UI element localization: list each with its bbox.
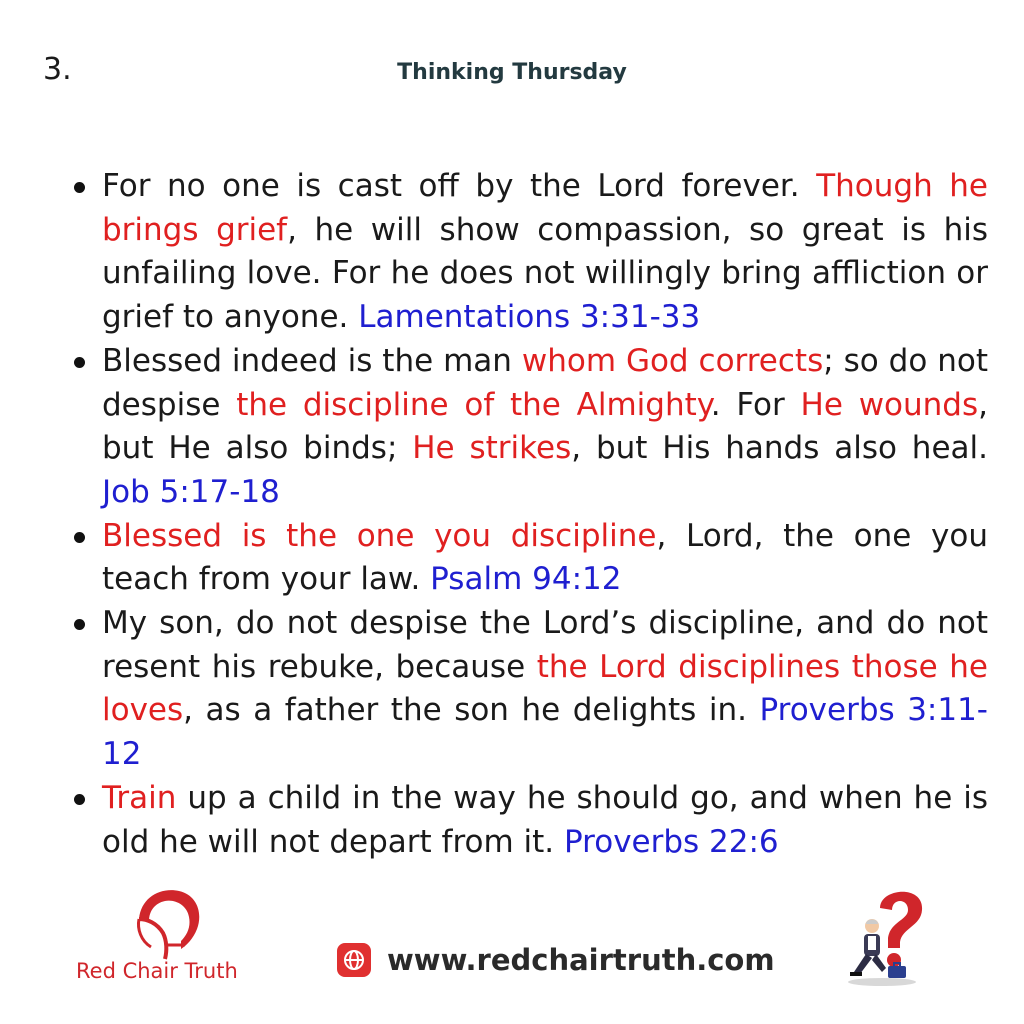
highlighted-phrase: He wounds bbox=[800, 386, 979, 423]
highlighted-phrase: whom God corrects bbox=[521, 342, 824, 379]
bullet-icon bbox=[74, 794, 85, 805]
page-number: 3. bbox=[43, 52, 72, 87]
website-text[interactable]: www.redchairtruth.com bbox=[387, 943, 775, 977]
bullet-icon bbox=[74, 619, 85, 630]
question-mark-thinker-icon bbox=[842, 880, 932, 990]
verse-text: . For bbox=[710, 386, 801, 423]
scripture-reference: Proverbs 22:6 bbox=[564, 823, 779, 860]
highlighted-phrase: Train bbox=[102, 779, 177, 816]
verse-item bbox=[66, 165, 988, 340]
verse-item bbox=[66, 515, 988, 602]
verse-text: , he will show compassion, so great is his unfailing love. For he does not willingly bring affliction or grief to anyone. bbox=[102, 211, 989, 336]
highlighted-phrase: the Lord disciplines those he loves bbox=[102, 648, 988, 729]
verse-text: , but His hands also heal. bbox=[571, 430, 988, 467]
logo-text: Red Chair Truth bbox=[76, 959, 238, 983]
footer bbox=[0, 880, 1024, 1024]
highlighted-phrase: the discipline of the Almighty bbox=[236, 386, 711, 423]
verse-text: , as a father the son he delights in. bbox=[183, 692, 760, 729]
thinker-illustration bbox=[842, 880, 932, 990]
scripture-reference: Job 5:17-18 bbox=[102, 473, 280, 510]
highlighted-phrase: Though he brings grief bbox=[102, 168, 988, 248]
bullet-icon bbox=[74, 357, 85, 368]
bullet-icon bbox=[74, 532, 85, 543]
brand-logo[interactable] bbox=[72, 885, 262, 985]
verse-text: up a child in the way he should go, and when he is old he will not depart from it. bbox=[102, 779, 988, 860]
verse-item bbox=[66, 340, 988, 515]
scripture-reference: Lamentations 3:31-33 bbox=[358, 299, 701, 336]
verse-text: , Lord, the one you teach from your law. bbox=[102, 517, 989, 598]
red-chair-logo-icon bbox=[127, 885, 207, 960]
website-link[interactable] bbox=[337, 940, 775, 980]
verse-text: My son, do not despise the Lord’s discipline, and do not resent his rebuke, because bbox=[102, 605, 988, 685]
highlighted-phrase: He strikes bbox=[412, 430, 572, 467]
globe-icon bbox=[337, 943, 371, 977]
bullet-icon bbox=[74, 182, 85, 193]
verse-item bbox=[66, 777, 988, 864]
verse-text: For no one is cast off by the Lord forever. bbox=[102, 168, 817, 204]
verse-text: ; so do not despise bbox=[102, 342, 988, 423]
scripture-reference: Proverbs 3:11-12 bbox=[102, 692, 988, 773]
verse-item bbox=[66, 602, 988, 777]
highlighted-phrase: Blessed is the one you discipline bbox=[102, 517, 657, 554]
verse-list bbox=[66, 165, 988, 864]
verse-text: Blessed indeed is the man bbox=[102, 342, 522, 379]
page-title: Thinking Thursday bbox=[397, 60, 627, 85]
verse-text: , but He also binds; bbox=[102, 386, 988, 467]
scripture-reference: Psalm 94:12 bbox=[430, 561, 622, 598]
